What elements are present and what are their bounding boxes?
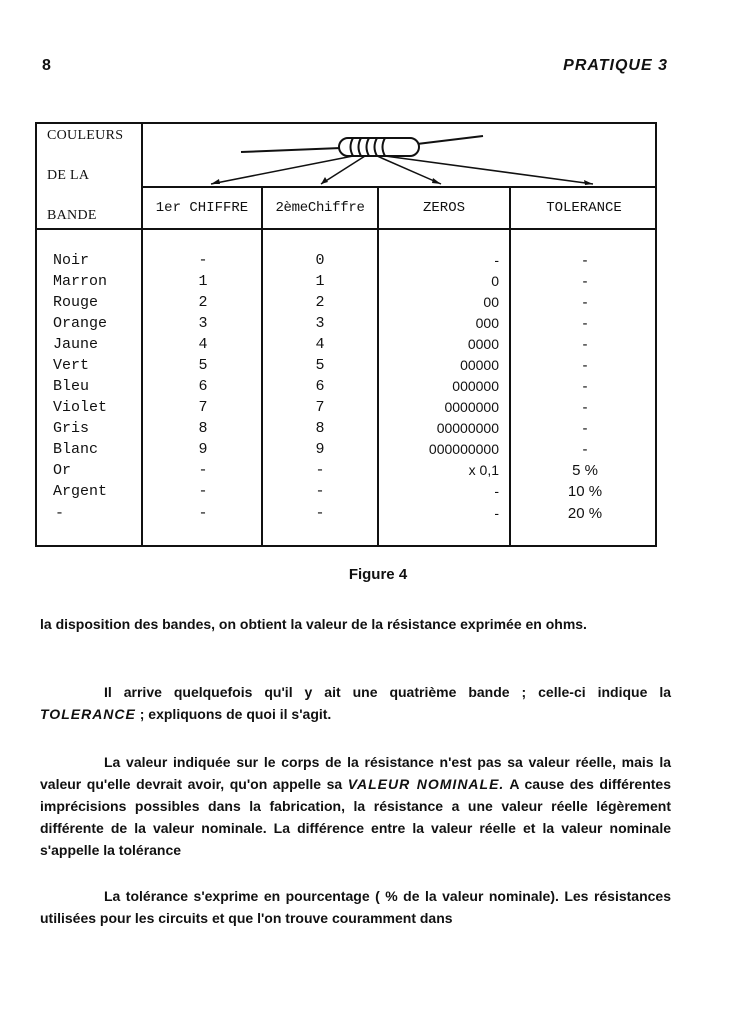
column-header-tolerance: TOLERANCE xyxy=(546,200,622,216)
color-name: Noir xyxy=(53,252,90,269)
zeros-value: 0000 xyxy=(467,336,499,352)
paragraph-2-text: Il arrive quelquefois qu'il y ait une quatrième bande ; celle-ci indique la xyxy=(104,684,671,700)
zeros-value: 000000 xyxy=(452,378,499,394)
color-name: Rouge xyxy=(53,294,99,311)
zeros-value: x 0,1 xyxy=(468,462,499,478)
zeros-value: 00000 xyxy=(460,357,499,373)
column-header-second-digit: 2èmeChiffre xyxy=(275,200,365,216)
table-row xyxy=(37,483,655,504)
tolerance-value: - xyxy=(582,420,588,437)
zeros-value: - xyxy=(494,252,499,268)
paragraph-3 xyxy=(40,751,671,861)
first-digit: 6 xyxy=(198,378,208,395)
figure-caption: Figure 4 xyxy=(348,566,408,583)
color-name: Jaune xyxy=(53,336,99,353)
first-digit: 7 xyxy=(198,399,208,416)
color-name: Violet xyxy=(53,399,108,416)
second-digit: 8 xyxy=(315,420,325,437)
second-digit: 3 xyxy=(315,315,325,332)
paragraph-2-text-end: ; expliquons de quoi il s'agit. xyxy=(135,706,332,722)
column-header-zeros: ZEROS xyxy=(422,200,465,216)
zeros-value: - xyxy=(494,505,499,521)
first-digit: 9 xyxy=(198,441,208,458)
zeros-value: 000 xyxy=(475,315,499,331)
zeros-value: 0 xyxy=(491,273,499,289)
tolerance-value: - xyxy=(582,441,588,458)
color-code-table xyxy=(35,122,657,547)
second-digit: 9 xyxy=(315,441,325,458)
second-digit: 6 xyxy=(315,378,325,395)
first-digit: 8 xyxy=(198,420,208,437)
second-digit: - xyxy=(315,462,325,479)
page-number: 8 xyxy=(42,57,51,74)
zeros-value: 00 xyxy=(483,294,499,310)
paragraph-4: La tolérance s'exprime en pourcentage ( % de la valeur nominale). Les résistances utilisées pour les circuits et que l'on trouve couramment dans xyxy=(40,888,671,926)
paragraph-3-text-end: A cause des différentes imprécisions possibles dans la fabrication, la résistance a une valeur réelle légèrement différente de la valeur nominale. La différence entre la valeur réelle et la valeur nominale s'appelle la tolérance xyxy=(40,776,671,858)
tolerance-value: - xyxy=(582,273,588,290)
resistor-diagram xyxy=(141,124,657,186)
tolerance-value: - xyxy=(582,378,588,395)
second-digit: 4 xyxy=(315,336,325,353)
table-row xyxy=(37,273,655,294)
nominal-value-term: VALEUR NOMINALE. xyxy=(347,776,505,792)
color-name: Orange xyxy=(53,315,108,332)
first-digit: 4 xyxy=(198,336,208,353)
first-digit: - xyxy=(198,462,208,479)
zeros-value: 00000000 xyxy=(436,420,499,436)
color-name: Argent xyxy=(53,483,108,500)
tolerance-value: 10 % xyxy=(567,483,603,500)
table-row xyxy=(37,252,655,273)
first-digit: - xyxy=(198,505,208,522)
table-row xyxy=(37,399,655,420)
color-name: Bleu xyxy=(53,378,90,395)
color-name: Or xyxy=(53,462,72,479)
second-digit: 2 xyxy=(315,294,325,311)
paragraph-3-text: La valeur indiquée sur le corps de la résistance n'est pas sa valeur réelle, mais la valeur qu'elle devrait avoir, qu'on appelle sa xyxy=(40,754,671,792)
table-row xyxy=(37,294,655,315)
zeros-value: - xyxy=(494,483,499,499)
table-row xyxy=(37,378,655,399)
first-digit: - xyxy=(198,252,208,269)
table-row xyxy=(37,441,655,462)
color-name: - xyxy=(55,505,65,522)
tolerance-value: - xyxy=(582,294,588,311)
zeros-value: 0000000 xyxy=(444,399,499,415)
table-row xyxy=(37,462,655,483)
zeros-value: 000000000 xyxy=(428,441,499,457)
second-digit: 5 xyxy=(315,357,325,374)
color-name: Blanc xyxy=(53,441,99,458)
second-digit: 7 xyxy=(315,399,325,416)
paragraph-1: la disposition des bandes, on obtient la valeur de la résistance exprimée en ohms. xyxy=(40,616,587,632)
header-label-line3: BANDE xyxy=(47,208,97,223)
paragraph-2 xyxy=(40,681,671,725)
tolerance-value: - xyxy=(582,315,588,332)
second-digit: 0 xyxy=(315,252,325,269)
tolerance-value: - xyxy=(582,252,588,269)
color-name: Vert xyxy=(53,357,90,374)
header-label-line2: DE LA xyxy=(47,168,90,183)
tolerance-term: TOLERANCE xyxy=(40,706,136,722)
color-name: Marron xyxy=(53,273,108,290)
table-row xyxy=(37,336,655,357)
second-digit: - xyxy=(315,483,325,500)
first-digit: 5 xyxy=(198,357,208,374)
tolerance-value: - xyxy=(582,357,588,374)
table-divider xyxy=(141,186,655,188)
running-title: PRATIQUE 3 xyxy=(563,57,668,74)
column-header-first-digit: 1er CHIFFRE xyxy=(155,200,249,216)
table-row xyxy=(37,420,655,441)
table-divider xyxy=(37,228,655,230)
second-digit: - xyxy=(315,505,325,522)
header-label-line1: COULEURS xyxy=(47,128,124,143)
first-digit: 3 xyxy=(198,315,208,332)
first-digit: 2 xyxy=(198,294,208,311)
table-row xyxy=(37,315,655,336)
tolerance-value: 5 % xyxy=(572,462,598,479)
second-digit: 1 xyxy=(315,273,325,290)
first-digit: 1 xyxy=(198,273,208,290)
table-row xyxy=(37,357,655,378)
tolerance-value: - xyxy=(582,399,588,416)
table-row xyxy=(37,505,655,526)
first-digit: - xyxy=(198,483,208,500)
tolerance-value: - xyxy=(582,336,588,353)
color-name: Gris xyxy=(53,420,90,437)
tolerance-value: 20 % xyxy=(567,505,603,522)
